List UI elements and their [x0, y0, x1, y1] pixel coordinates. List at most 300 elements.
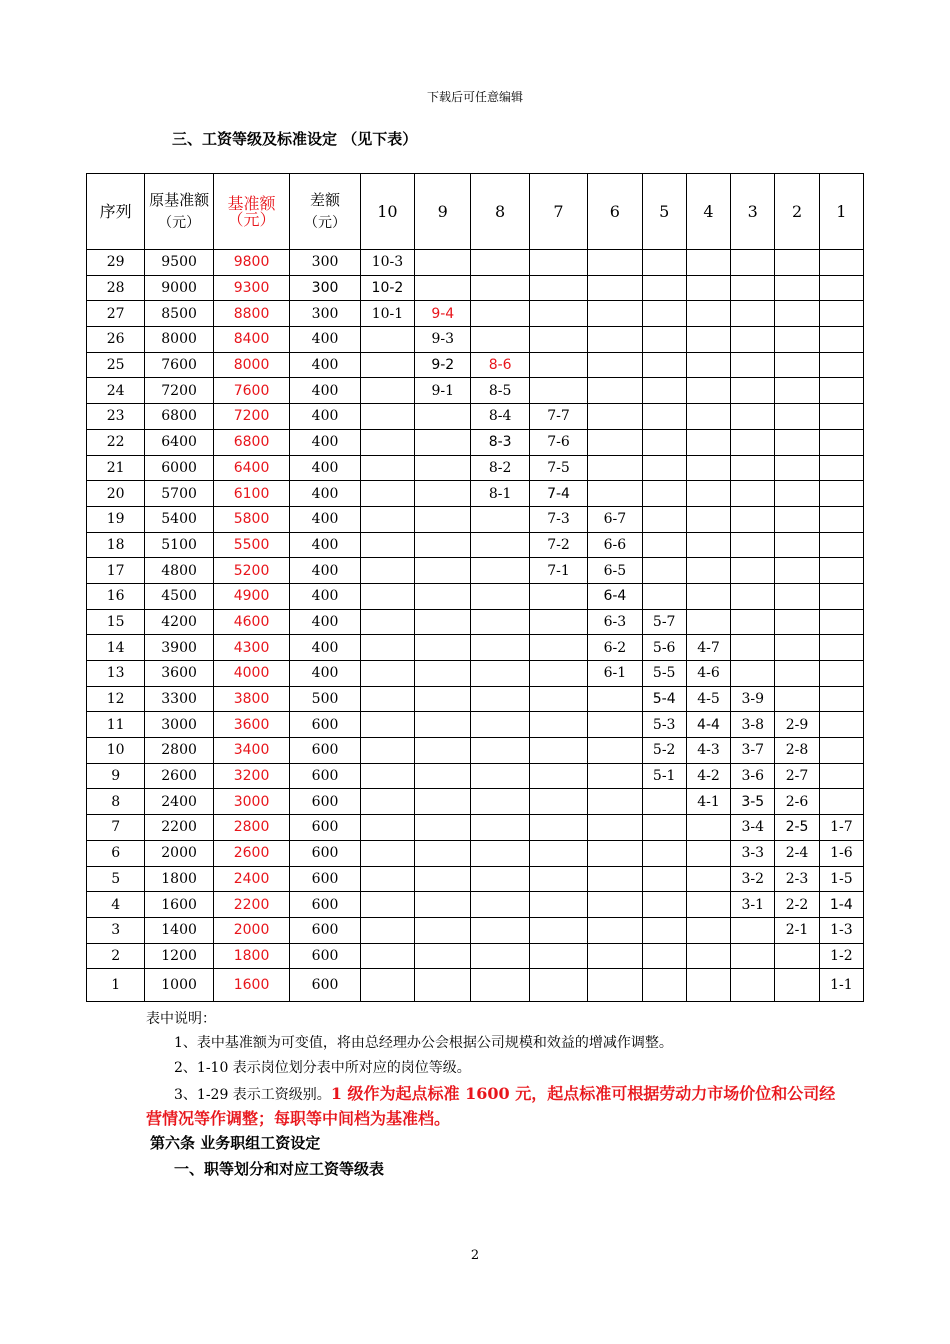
cell-orig-base: 1000: [145, 969, 213, 1002]
cell-orig-base: 9000: [145, 275, 213, 301]
cell-grade: [529, 301, 587, 327]
cell-grade: [529, 327, 587, 353]
cell-grade: 4-1: [686, 789, 730, 815]
cell-grade: [819, 506, 863, 532]
cell-seq: 21: [87, 455, 145, 481]
cell-grade: 3-9: [731, 686, 775, 712]
cell-seq: 28: [87, 275, 145, 301]
cell-diff: 600: [290, 943, 360, 969]
cell-diff: 400: [290, 558, 360, 584]
cell-grade: [415, 455, 471, 481]
cell-grade: [415, 686, 471, 712]
table-row: [87, 661, 864, 687]
cell-grade: [588, 866, 642, 892]
cell-grade: [775, 943, 819, 969]
cell-orig-base: 2400: [145, 789, 213, 815]
cell-grade: [471, 275, 529, 301]
header-level-8: 8: [471, 174, 529, 250]
cell-grade: [529, 763, 587, 789]
cell-base: 2400: [213, 866, 289, 892]
cell-grade: [775, 301, 819, 327]
cell-grade: 3-6: [731, 763, 775, 789]
cell-grade: [819, 661, 863, 687]
table-row: [87, 301, 864, 327]
cell-grade: [529, 250, 587, 276]
cell-grade: 2-1: [775, 917, 819, 943]
cell-grade: [642, 404, 686, 430]
cell-grade: 8-3: [471, 429, 529, 455]
cell-grade: [819, 738, 863, 764]
cell-seq: 2: [87, 943, 145, 969]
cell-diff: 600: [290, 840, 360, 866]
header-level-10: 10: [360, 174, 414, 250]
cell-grade: [360, 789, 414, 815]
cell-grade: [686, 378, 730, 404]
cell-seq: 29: [87, 250, 145, 276]
cell-base: 3800: [213, 686, 289, 712]
cell-diff: 400: [290, 404, 360, 430]
cell-seq: 10: [87, 738, 145, 764]
cell-grade: 2-7: [775, 763, 819, 789]
cell-grade: [471, 686, 529, 712]
table-row: [87, 892, 864, 918]
cell-orig-base: 2800: [145, 738, 213, 764]
cell-grade: [686, 481, 730, 507]
note-line-2: 2、1-10 表示岗位划分表中所对应的岗位等级。: [174, 1060, 471, 1076]
cell-grade: 6-5: [588, 558, 642, 584]
cell-grade: 7-6: [529, 429, 587, 455]
cell-grade: [588, 686, 642, 712]
cell-grade: [775, 635, 819, 661]
cell-diff: 400: [290, 429, 360, 455]
cell-diff: 400: [290, 506, 360, 532]
cell-grade: [731, 429, 775, 455]
cell-grade: [360, 686, 414, 712]
cell-diff: 400: [290, 327, 360, 353]
cell-grade: [471, 815, 529, 841]
cell-grade: [731, 250, 775, 276]
cell-grade: 1-7: [819, 815, 863, 841]
table-row: [87, 481, 864, 507]
cell-base: 5800: [213, 506, 289, 532]
cell-grade: [819, 352, 863, 378]
cell-grade: [819, 327, 863, 353]
cell-grade: [588, 352, 642, 378]
cell-grade: [819, 558, 863, 584]
cell-grade: 3-7: [731, 738, 775, 764]
cell-grade: 6-6: [588, 532, 642, 558]
cell-base: 4600: [213, 609, 289, 635]
table-row: [87, 583, 864, 609]
cell-base: 9300: [213, 275, 289, 301]
cell-grade: [731, 455, 775, 481]
cell-base: 6400: [213, 455, 289, 481]
cell-grade: [360, 840, 414, 866]
cell-diff: 400: [290, 352, 360, 378]
cell-diff: 300: [290, 250, 360, 276]
cell-grade: 3-8: [731, 712, 775, 738]
cell-grade: 5-1: [642, 763, 686, 789]
cell-grade: [471, 943, 529, 969]
cell-grade: 1-3: [819, 917, 863, 943]
cell-grade: [819, 481, 863, 507]
cell-grade: [775, 609, 819, 635]
table-row: [87, 429, 864, 455]
cell-base: 4900: [213, 583, 289, 609]
cell-grade: [731, 583, 775, 609]
cell-grade: [588, 917, 642, 943]
cell-grade: [775, 378, 819, 404]
cell-grade: 8-5: [471, 378, 529, 404]
cell-grade: [775, 429, 819, 455]
cell-grade: 6-3: [588, 609, 642, 635]
cell-grade: [819, 712, 863, 738]
cell-seq: 24: [87, 378, 145, 404]
cell-diff: 600: [290, 712, 360, 738]
cell-base: 3600: [213, 712, 289, 738]
cell-orig-base: 4500: [145, 583, 213, 609]
cell-diff: 400: [290, 481, 360, 507]
cell-grade: [360, 738, 414, 764]
cell-grade: [588, 789, 642, 815]
cell-grade: [415, 969, 471, 1002]
cell-grade: [731, 661, 775, 687]
cell-grade: 5-6: [642, 635, 686, 661]
cell-grade: [360, 609, 414, 635]
cell-grade: 10-3: [360, 250, 414, 276]
cell-grade: [731, 532, 775, 558]
cell-diff: 600: [290, 763, 360, 789]
cell-base: 8800: [213, 301, 289, 327]
cell-orig-base: 1800: [145, 866, 213, 892]
cell-orig-base: 1600: [145, 892, 213, 918]
cell-grade: [686, 943, 730, 969]
cell-grade: [775, 661, 819, 687]
cell-seq: 15: [87, 609, 145, 635]
cell-grade: 9-2: [415, 352, 471, 378]
cell-orig-base: 8500: [145, 301, 213, 327]
cell-grade: [415, 917, 471, 943]
cell-grade: [686, 815, 730, 841]
cell-grade: 1-5: [819, 866, 863, 892]
cell-base: 3400: [213, 738, 289, 764]
cell-orig-base: 5400: [145, 506, 213, 532]
cell-grade: [415, 789, 471, 815]
cell-grade: [360, 583, 414, 609]
cell-diff: 300: [290, 301, 360, 327]
article-heading: 第六条 业务职组工资设定: [150, 1134, 321, 1152]
cell-base: 8000: [213, 352, 289, 378]
cell-grade: [588, 378, 642, 404]
table-row: [87, 943, 864, 969]
cell-grade: [471, 892, 529, 918]
cell-grade: 8-4: [471, 404, 529, 430]
cell-orig-base: 5700: [145, 481, 213, 507]
cell-grade: [415, 815, 471, 841]
cell-grade: [415, 404, 471, 430]
cell-orig-base: 2200: [145, 815, 213, 841]
cell-grade: [731, 404, 775, 430]
cell-grade: [588, 840, 642, 866]
cell-grade: [819, 301, 863, 327]
cell-diff: 400: [290, 378, 360, 404]
cell-grade: [775, 455, 819, 481]
cell-grade: [471, 969, 529, 1002]
cell-grade: [529, 661, 587, 687]
cell-grade: 7-3: [529, 506, 587, 532]
cell-grade: [588, 712, 642, 738]
cell-grade: [775, 481, 819, 507]
cell-grade: [360, 866, 414, 892]
cell-diff: 400: [290, 635, 360, 661]
cell-grade: 3-4: [731, 815, 775, 841]
cell-grade: [415, 840, 471, 866]
cell-grade: [471, 532, 529, 558]
cell-grade: [360, 506, 414, 532]
cell-grade: 7-7: [529, 404, 587, 430]
table-row: [87, 532, 864, 558]
header-level-1: 1: [819, 174, 863, 250]
cell-grade: 4-3: [686, 738, 730, 764]
cell-grade: [415, 583, 471, 609]
table-row: [87, 250, 864, 276]
cell-grade: 7-4: [529, 481, 587, 507]
cell-grade: [642, 532, 686, 558]
cell-diff: 600: [290, 892, 360, 918]
table-row: [87, 635, 864, 661]
cell-grade: [642, 840, 686, 866]
header-base: 基准额 （元）: [213, 174, 289, 250]
cell-grade: [686, 866, 730, 892]
cell-grade: 4-5: [686, 686, 730, 712]
cell-grade: [360, 327, 414, 353]
cell-orig-base: 3300: [145, 686, 213, 712]
header-diff: 差额 （元）: [290, 174, 360, 250]
cell-orig-base: 8000: [145, 327, 213, 353]
cell-grade: [819, 404, 863, 430]
cell-grade: 3-5: [731, 789, 775, 815]
cell-grade: [588, 481, 642, 507]
cell-orig-base: 9500: [145, 250, 213, 276]
cell-seq: 13: [87, 661, 145, 687]
table-row: [87, 969, 864, 1002]
cell-grade: [642, 558, 686, 584]
cell-base: 5500: [213, 532, 289, 558]
cell-grade: [686, 506, 730, 532]
cell-seq: 4: [87, 892, 145, 918]
cell-orig-base: 6400: [145, 429, 213, 455]
cell-grade: [529, 352, 587, 378]
cell-grade: [529, 275, 587, 301]
cell-grade: [731, 558, 775, 584]
cell-grade: [819, 609, 863, 635]
cell-grade: 1-2: [819, 943, 863, 969]
cell-orig-base: 6000: [145, 455, 213, 481]
cell-grade: [686, 275, 730, 301]
cell-orig-base: 6800: [145, 404, 213, 430]
cell-base: 1800: [213, 943, 289, 969]
table-row: [87, 275, 864, 301]
cell-grade: 9-4: [415, 301, 471, 327]
section-title: 三、工资等级及标准设定 （见下表）: [172, 130, 418, 148]
cell-orig-base: 7200: [145, 378, 213, 404]
cell-grade: 2-8: [775, 738, 819, 764]
cell-grade: [471, 250, 529, 276]
cell-base: 2600: [213, 840, 289, 866]
cell-grade: 2-3: [775, 866, 819, 892]
cell-grade: [731, 301, 775, 327]
cell-grade: [360, 558, 414, 584]
cell-grade: 8-2: [471, 455, 529, 481]
cell-base: 2000: [213, 917, 289, 943]
cell-diff: 400: [290, 661, 360, 687]
cell-grade: [588, 892, 642, 918]
cell-grade: [642, 275, 686, 301]
table-row: [87, 738, 864, 764]
cell-grade: [588, 404, 642, 430]
table-row: [87, 917, 864, 943]
cell-grade: [529, 712, 587, 738]
cell-grade: [642, 301, 686, 327]
cell-grade: [360, 378, 414, 404]
cell-grade: [642, 583, 686, 609]
cell-grade: [642, 943, 686, 969]
cell-grade: [686, 352, 730, 378]
cell-grade: [415, 712, 471, 738]
cell-base: 6800: [213, 429, 289, 455]
cell-grade: [819, 532, 863, 558]
cell-grade: [775, 250, 819, 276]
cell-grade: 3-2: [731, 866, 775, 892]
cell-grade: [819, 250, 863, 276]
cell-diff: 600: [290, 789, 360, 815]
cell-grade: [588, 429, 642, 455]
cell-grade: [471, 789, 529, 815]
table-row: [87, 327, 864, 353]
cell-seq: 8: [87, 789, 145, 815]
cell-orig-base: 4800: [145, 558, 213, 584]
cell-grade: [471, 609, 529, 635]
note-line-3-emphasis: 1 级作为起点标准 1600 元，起点标准可根据劳动力市场价位和公司经营情况等作调整；每职等中间档为基准档。: [146, 1084, 836, 1128]
page-number: 2: [470, 1248, 480, 1263]
cell-grade: [588, 815, 642, 841]
cell-grade: 10-2: [360, 275, 414, 301]
table-row: [87, 840, 864, 866]
cell-base: 5200: [213, 558, 289, 584]
cell-grade: [819, 635, 863, 661]
cell-grade: 5-4: [642, 686, 686, 712]
cell-grade: [415, 866, 471, 892]
cell-seq: 23: [87, 404, 145, 430]
cell-grade: [642, 378, 686, 404]
cell-grade: [471, 661, 529, 687]
cell-orig-base: 2000: [145, 840, 213, 866]
notes-heading: 表中说明：: [146, 1011, 216, 1027]
cell-diff: 600: [290, 815, 360, 841]
cell-grade: [642, 429, 686, 455]
cell-grade: [360, 892, 414, 918]
cell-base: 7600: [213, 378, 289, 404]
cell-diff: 500: [290, 686, 360, 712]
cell-orig-base: 1400: [145, 917, 213, 943]
cell-grade: 8-1: [471, 481, 529, 507]
header-level-4: 4: [686, 174, 730, 250]
cell-base: 2800: [213, 815, 289, 841]
cell-grade: [529, 378, 587, 404]
cell-grade: [588, 738, 642, 764]
cell-diff: 600: [290, 866, 360, 892]
cell-grade: 3-3: [731, 840, 775, 866]
cell-grade: [471, 763, 529, 789]
table-row: [87, 789, 864, 815]
cell-grade: [360, 763, 414, 789]
cell-grade: 9-3: [415, 327, 471, 353]
cell-grade: [360, 815, 414, 841]
cell-diff: 600: [290, 969, 360, 1002]
cell-grade: 7-5: [529, 455, 587, 481]
cell-grade: 7-1: [529, 558, 587, 584]
cell-grade: [588, 275, 642, 301]
cell-grade: 2-5: [775, 815, 819, 841]
cell-grade: [471, 712, 529, 738]
cell-grade: [529, 840, 587, 866]
header-level-3: 3: [731, 174, 775, 250]
cell-grade: [686, 327, 730, 353]
cell-grade: [775, 404, 819, 430]
cell-grade: [819, 275, 863, 301]
cell-base: 4000: [213, 661, 289, 687]
cell-grade: [731, 327, 775, 353]
cell-grade: [731, 943, 775, 969]
cell-grade: [415, 275, 471, 301]
cell-grade: [360, 532, 414, 558]
cell-diff: 300: [290, 275, 360, 301]
header-note: 下载后可任意编辑: [426, 90, 523, 104]
cell-grade: [415, 250, 471, 276]
cell-diff: 600: [290, 738, 360, 764]
cell-grade: [819, 686, 863, 712]
cell-grade: [642, 917, 686, 943]
cell-grade: [731, 378, 775, 404]
cell-grade: [360, 404, 414, 430]
cell-grade: [775, 558, 819, 584]
cell-diff: 400: [290, 583, 360, 609]
cell-grade: [588, 455, 642, 481]
cell-grade: [642, 789, 686, 815]
cell-grade: [686, 301, 730, 327]
cell-seq: 3: [87, 917, 145, 943]
note-line-1: 1、表中基准额为可变值，将由总经理办公会根据公司规模和效益的增减作调整。: [174, 1035, 673, 1051]
cell-grade: [415, 635, 471, 661]
cell-orig-base: 3000: [145, 712, 213, 738]
cell-grade: [360, 455, 414, 481]
cell-orig-base: 4200: [145, 609, 213, 635]
cell-grade: [775, 969, 819, 1002]
cell-grade: [819, 429, 863, 455]
cell-grade: [360, 917, 414, 943]
cell-orig-base: 7600: [145, 352, 213, 378]
cell-grade: [686, 558, 730, 584]
cell-grade: [415, 609, 471, 635]
cell-grade: [360, 352, 414, 378]
cell-grade: [415, 558, 471, 584]
cell-seq: 17: [87, 558, 145, 584]
cell-grade: [529, 892, 587, 918]
cell-grade: 1-1: [819, 969, 863, 1002]
table-header-row: [87, 174, 864, 250]
cell-grade: [415, 429, 471, 455]
cell-grade: [529, 609, 587, 635]
